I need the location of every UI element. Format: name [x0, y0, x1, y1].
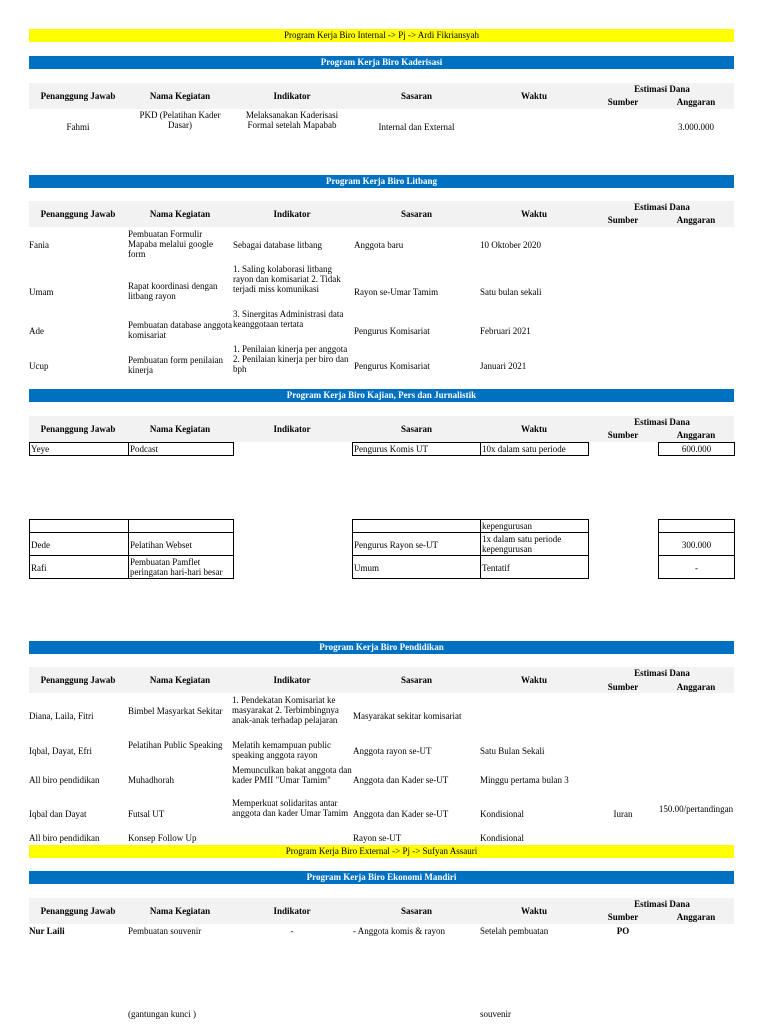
cell-waktu: Februari 2021 — [480, 326, 531, 336]
table-cell — [29, 519, 129, 533]
header-anggaran: Anggaran — [676, 912, 716, 922]
header-estimasi: Estimasi Dana — [634, 899, 690, 909]
cell-nama: Muhadhorah — [128, 775, 174, 785]
table-cell — [658, 519, 735, 533]
cell-sasaran: Pengurus Rayon se-UT — [354, 540, 438, 550]
cell-sasaran: Anggota baru — [354, 240, 404, 250]
header-nama: Nama Kegiatan — [149, 906, 211, 916]
cell-nama: Pembuatan form penilaian kinerja — [128, 355, 223, 375]
header-pj: Penanggung Jawab — [40, 424, 116, 434]
cell-indikator: 1. Pendekatan Komisariat ke masyarakat 2. Terbimbingnya anak-anak terhadap pelajaran — [232, 695, 339, 725]
cell-pj: Dede — [31, 540, 50, 550]
cell-sasaran: Umum — [354, 563, 380, 573]
cell-pj: Umam — [29, 287, 54, 297]
cell-sasaran: Rayon se-Umar Tamim — [354, 287, 439, 297]
cell-indikator: Melatih kemampuan public speaking anggota rayon — [232, 740, 331, 760]
cell-pj: Iqbal, Dayat, Efri — [29, 746, 92, 756]
cell-pj: All biro pendidikan — [29, 833, 100, 843]
cell-anggaran: 3.000.000 — [678, 122, 714, 132]
cell-sasaran: - Anggota komis & rayon — [353, 926, 445, 936]
header-waktu: Waktu — [520, 209, 547, 219]
header-sumber: Sumber — [607, 215, 639, 225]
cell-indikator: Sebagai database litbang — [233, 240, 322, 250]
cell-anggaran: - — [695, 563, 698, 573]
header-nama: Nama Kegiatan — [149, 91, 211, 101]
header-waktu: Waktu — [520, 675, 547, 685]
cell-waktu: Satu bulan sekali — [480, 287, 542, 297]
cell-nama: Pembuatan souvenir — [128, 926, 202, 936]
cell-indikator: Memunculkan bakat anggota dan kader PMII "Umar Tamim" — [232, 765, 352, 785]
cell-pj: All biro pendidikan — [29, 775, 100, 785]
header-estimasi: Estimasi Dana — [634, 84, 690, 94]
cell-waktu: 10x dalam satu periode — [482, 444, 566, 454]
cell-sasaran: Internal dan External — [378, 122, 455, 132]
cell-waktu: Kondisional — [480, 809, 524, 819]
cell-sasaran: Anggota dan Kader se-UT — [353, 775, 449, 785]
cell-nama: Bimbel Masyarkat Sekitar — [128, 706, 223, 716]
cell-nama: PKD (Pelatihan Kader Dasar) — [139, 110, 221, 130]
external-title: Program Kerja Biro External -> Pj -> Sufyan Assauri — [29, 845, 734, 858]
cell-waktu: Satu Bulan Sekali — [480, 746, 545, 756]
header-indikator: Indikator — [273, 209, 311, 219]
cell-nama: Podcast — [130, 444, 158, 454]
cell-indikator: 3. Sinergitas Administrasi data keanggotaan tertata — [233, 309, 344, 329]
cell-nama: Pelatihan Webset — [130, 540, 192, 550]
cell-waktu: Minggu pertama bulan 3 — [480, 775, 569, 785]
cell-indikator: - — [290, 926, 294, 936]
header-anggaran: Anggaran — [676, 215, 716, 225]
cell-sumber: Iuran — [613, 809, 633, 819]
header-sumber: Sumber — [607, 912, 639, 922]
table-cell — [352, 519, 481, 533]
cell-nama: Rapat koordinasi dengan litbang rayon — [128, 281, 218, 301]
header-waktu: Waktu — [520, 91, 547, 101]
cell-pj: Fahmi — [66, 122, 90, 132]
header-pj: Penanggung Jawab — [40, 675, 116, 685]
header-sasaran: Sasaran — [400, 209, 432, 219]
ekonomi-title: Program Kerja Biro Ekonomi Mandiri — [29, 871, 734, 884]
cell-nama: Futsal UT — [128, 809, 165, 819]
header-anggaran: Anggaran — [676, 430, 716, 440]
header-anggaran: Anggaran — [676, 97, 716, 107]
cell-anggaran: 150.00/pertandingan — [658, 804, 734, 814]
cell-nama: Pelatihan Public Speaking — [128, 740, 223, 750]
cell-sasaran: Anggota dan Kader se-UT — [353, 809, 449, 819]
cell-waktu: 10 Oktober 2020 — [480, 240, 541, 250]
cell-waktu: kepengurusan — [482, 521, 532, 531]
litbang-title: Program Kerja Biro Litbang — [29, 175, 734, 188]
header-indikator: Indikator — [273, 906, 311, 916]
kajian-title: Program Kerja Biro Kajian, Pers dan Jurnalistik — [29, 389, 734, 402]
cell-nama: Pembuatan Formulir Mapaba melalui google form — [128, 229, 213, 259]
cell-nama: Pembuatan database anggota komisariat — [128, 320, 232, 340]
kaderisasi-title: Program Kerja Biro Kaderisasi — [29, 56, 734, 69]
cell-sasaran: Masyarakat sekitar komisariat — [353, 711, 462, 721]
cell-sumber: PO — [616, 926, 630, 936]
header-sasaran: Sasaran — [400, 91, 432, 101]
cell-pj: Rafi — [31, 563, 47, 573]
header-indikator: Indikator — [273, 675, 311, 685]
header-pj: Penanggung Jawab — [40, 906, 116, 916]
header-sumber: Sumber — [607, 682, 639, 692]
header-pj: Penanggung Jawab — [40, 209, 116, 219]
cell-waktu: Januari 2021 — [480, 361, 527, 371]
header-sasaran: Sasaran — [400, 675, 432, 685]
table-cell — [128, 519, 234, 533]
cell-pj: Fania — [29, 240, 49, 250]
header-nama: Nama Kegiatan — [149, 675, 211, 685]
cell-waktu: Setelah pembuatan — [480, 926, 549, 936]
header-sumber: Sumber — [607, 430, 639, 440]
cell-indikator: 1. Penilaian kinerja per anggota 2. Penilaian kinerja per biro dan bph — [233, 344, 349, 374]
cell-pj: Yeye — [31, 444, 50, 454]
cell-waktu: Kondisional — [480, 833, 524, 843]
header-pj: Penanggung Jawab — [40, 91, 116, 101]
internal-title: Program Kerja Biro Internal -> Pj -> Ardi Fikriansyah — [29, 29, 734, 42]
cell-nama: Konsep Follow Up — [128, 833, 197, 843]
header-sumber: Sumber — [607, 97, 639, 107]
header-estimasi: Estimasi Dana — [634, 668, 690, 678]
header-sasaran: Sasaran — [400, 906, 432, 916]
cell-waktu: 1x dalam satu periode kepengurusan — [482, 534, 562, 554]
cell-pj: Ade — [29, 326, 44, 336]
header-waktu: Waktu — [520, 906, 547, 916]
header-nama: Nama Kegiatan — [149, 424, 211, 434]
cell-sasaran: Pengurus Komisariat — [354, 326, 430, 336]
cell-sasaran: Pengurus Komisariat — [354, 361, 430, 371]
cell-indikator: Melaksanakan Kaderisasi Formal setelah Mapabab — [245, 110, 339, 130]
cell-sasaran: Pengurus Komis UT — [354, 444, 428, 454]
cell-nama-cont: (gantungan kunci ) — [128, 1009, 196, 1019]
cell-waktu-cont: souvenir — [480, 1009, 511, 1019]
header-indikator: Indikator — [273, 91, 311, 101]
cell-waktu: Tentatif — [482, 563, 510, 573]
cell-nama: Pembuatan Pamflet peringatan hari-hari besar — [130, 557, 223, 577]
cell-pj: Diana, Laila, Fitri — [29, 711, 94, 721]
header-waktu: Waktu — [520, 424, 547, 434]
cell-pj: Nur Laili — [29, 926, 65, 936]
pendidikan-title: Program Kerja Biro Pendidikan — [29, 641, 734, 654]
header-estimasi: Estimasi Dana — [634, 202, 690, 212]
cell-indikator: Memperkuat solidaritas antar anggota dan kader Umar Tamim — [232, 798, 349, 818]
cell-anggaran: 300.000 — [681, 540, 712, 550]
header-sasaran: Sasaran — [400, 424, 432, 434]
cell-pj: Iqbal dan Dayat — [29, 809, 87, 819]
cell-sasaran: Rayon se-UT — [353, 833, 402, 843]
header-nama: Nama Kegiatan — [149, 209, 211, 219]
header-estimasi: Estimasi Dana — [634, 417, 690, 427]
header-anggaran: Anggaran — [676, 682, 716, 692]
cell-sasaran: Anggota rayon se-UT — [353, 746, 432, 756]
cell-indikator: 1. Saling kolaborasi litbang rayon dan komisariat 2. Tidak terjadi miss komunikasi — [233, 264, 341, 294]
cell-pj: Ucup — [29, 361, 49, 371]
header-indikator: Indikator — [273, 424, 311, 434]
cell-anggaran: 600.000 — [681, 444, 712, 454]
